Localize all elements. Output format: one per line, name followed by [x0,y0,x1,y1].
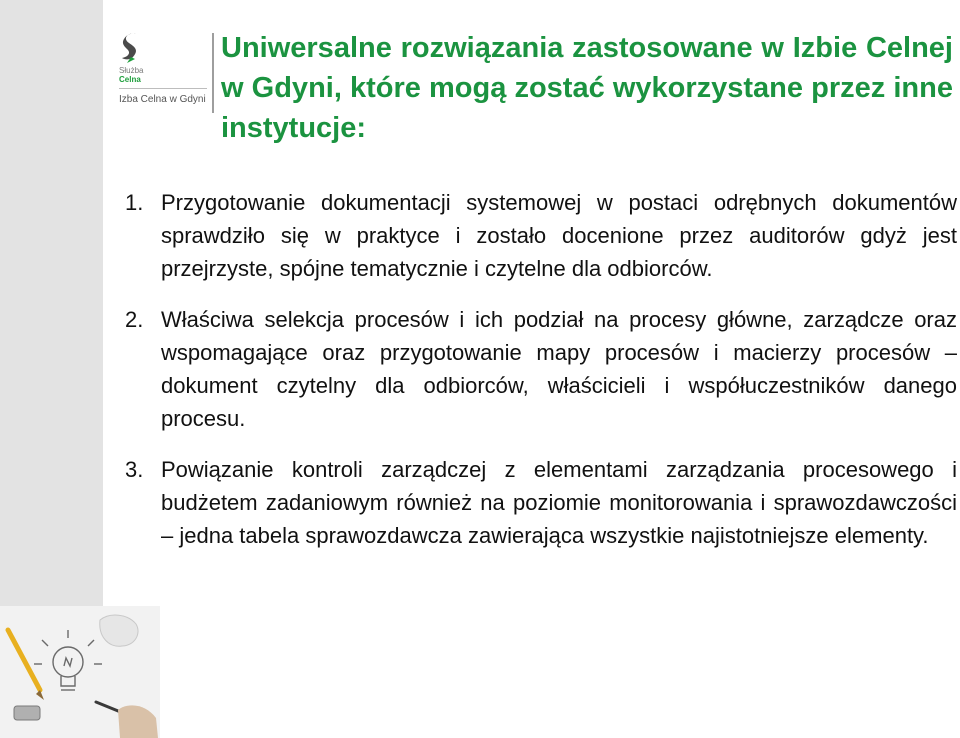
list-item [125,453,957,552]
list-item-number: 2. [125,307,144,332]
office-name: Izba Celna w Gdyni [119,94,206,105]
list-item-number: 1. [125,190,144,215]
logo-block [116,28,212,110]
page-title: Uniwersalne rozwiązania zastosowane w Izbie Celnej w Gdyni, które mogą zostać wykorzystane przez inne instytucje: [221,32,953,144]
logo-divider [119,88,207,89]
logo-brand-line2: Celna [119,75,141,84]
customs-logo-icon [118,30,144,64]
list-item-number: 3. [125,457,144,482]
solutions-list [125,186,957,570]
list-item-text: Właściwa selekcja procesów i ich podział na procesy główne, zarządcze oraz wspomagające oraz przygotowanie mapy procesów i macierzy procesów – dokument czytelny dla odbiorców, właścicieli i współuczestników danego procesu. [161,307,957,431]
list-item-text: Przygotowanie dokumentacji systemowej w postaci odrębnych dokumentów sprawdziło się w praktyce i zostało docenione przez auditorów gdyż jest przejrzyste, spójne tematycznie i czytelne dla odbiorców. [161,190,957,281]
list-item-text: Powiązanie kontroli zarządczej z elementami zarządzania procesowego i budżetem zadaniowym również na poziomie monitorowania i sprawozdawczości – jedna tabela sprawozdawcza zawierająca wszystkie najistotniejsze elementy. [161,457,957,548]
logo-brand-line1: Służba [119,66,144,75]
title-divider [212,33,214,113]
list-item [125,303,957,435]
list-item [125,186,957,285]
lightbulb-sketch-icon [0,606,160,738]
